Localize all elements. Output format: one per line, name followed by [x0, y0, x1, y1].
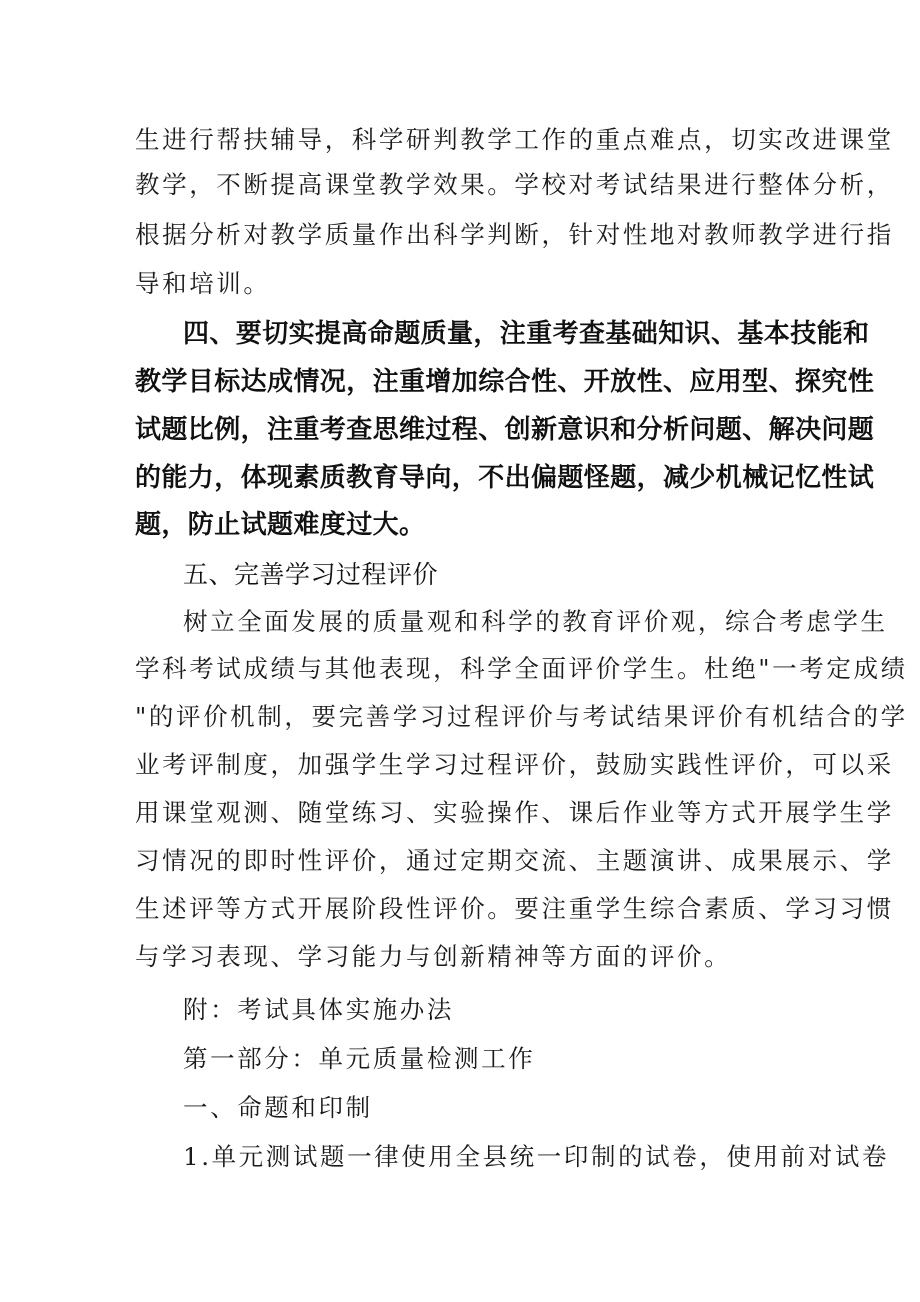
paragraph-line: 学科考试成绩与其他表现，科学全面评价学生。杜绝"一考定成绩 — [135, 654, 908, 683]
part-one-heading: 第一部分：单元质量检测工作 — [183, 1044, 536, 1073]
section-four-heading-line: 四、要切实提高命题质量，注重考查基础知识、基本技能和 — [183, 319, 870, 349]
paragraph-line: 教学，不断提高课堂教学效果。学校对考试结果进行整体分析， — [135, 170, 894, 199]
paragraph-line: 生述评等方式开展阶段性评价。要注重学生综合素质、学习习惯 — [135, 894, 894, 923]
paragraph-line: 导和培训。 — [135, 269, 271, 298]
paragraph-line: "的评价机制，要完善学习过程评价与考试结果评价有机结合的学 — [135, 702, 908, 731]
paragraph-line: 根据分析对教学质量作出科学判断，针对性地对教师教学进行指 — [135, 220, 894, 249]
section-four-line: 教学目标达成情况，注重增加综合性、开放性、应用型、探究性 — [135, 367, 875, 397]
section-four-line: 试题比例，注重考查思维过程、创新意识和分析问题、解决问题 — [135, 415, 875, 445]
appendix-label: 附：考试具体实施办法 — [183, 995, 454, 1024]
section-five-heading: 五、完善学习过程评价 — [183, 560, 439, 589]
paragraph-line: 生进行帮扶辅导，科学研判教学工作的重点难点，切实改进课堂 — [135, 125, 894, 154]
paragraph-line: 习情况的即时性评价，通过定期交流、主题演讲、成果展示、学 — [135, 846, 894, 875]
paragraph-line: 与学习表现、学习能力与创新精神等方面的评价。 — [135, 942, 732, 971]
paragraph-line: 用课堂观测、随堂练习、实验操作、课后作业等方式开展学生学 — [135, 798, 894, 827]
section-four-line: 题，防止试题难度过大。 — [135, 510, 426, 540]
paragraph-first-line: 树立全面发展的质量观和科学的教育评价观，综合考虑学生 — [183, 607, 888, 636]
subsection-heading: 一、命题和印制 — [183, 1093, 373, 1122]
numbered-item-line: 1.单元测试题一律使用全县统一印制的试卷，使用前对试卷 — [183, 1142, 890, 1171]
paragraph-line: 业考评制度，加强学生学习过程评价，鼓励实践性评价，可以采 — [135, 750, 894, 779]
section-four-line: 的能力，体现素质教育导向，不出偏题怪题，减少机械记忆性试 — [135, 463, 875, 493]
